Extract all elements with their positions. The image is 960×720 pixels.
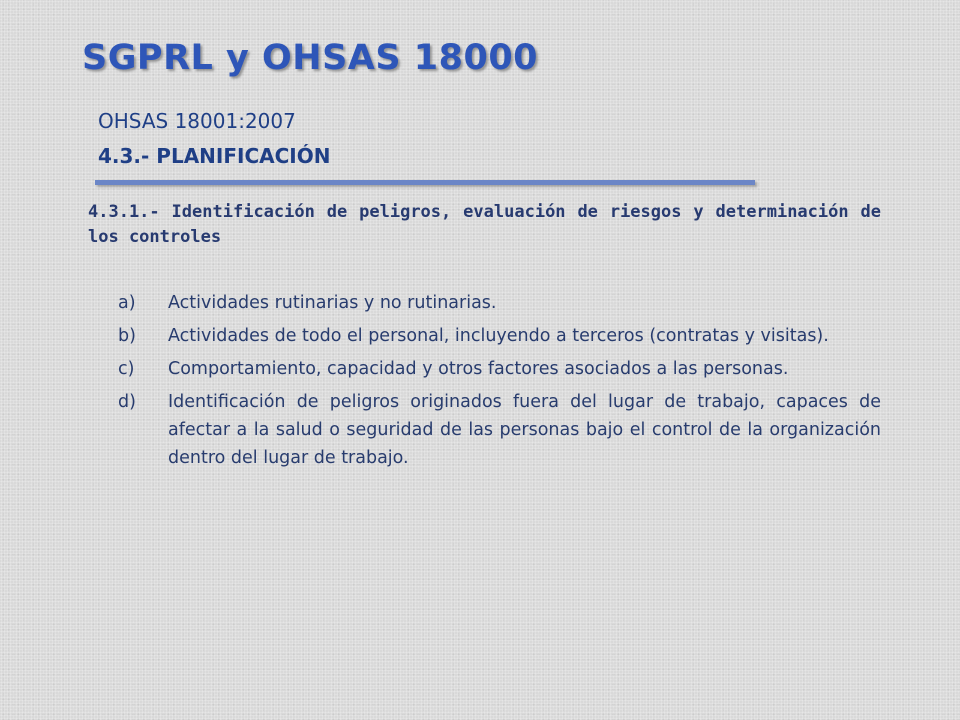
item-text: Actividades de todo el personal, incluyendo a terceros (contratas y visitas).: [168, 326, 829, 346]
item-text: Comportamiento, capacidad y otros factores asociados a las personas.: [168, 359, 789, 379]
standard-subtitle: OHSAS 18001:2007: [98, 109, 296, 133]
item-label: c): [118, 359, 135, 379]
list-item: [118, 289, 881, 317]
slide-title: SGPRL y OHSAS 18000: [82, 38, 539, 78]
section-heading: 4.3.- PLANIFICACIÓN: [98, 144, 331, 168]
item-text: Actividades rutinarias y no rutinarias.: [168, 293, 497, 313]
subsection-heading: 4.3.1.- Identificación de peligros, evaluación de riesgos y determinación de los controles: [88, 202, 881, 247]
item-label: a): [118, 293, 136, 313]
list-item: [118, 355, 881, 383]
divider-rule: [95, 180, 755, 185]
item-text: Identificación de peligros originados fuera del lugar de trabajo, capaces de afectar a la salud o seguridad de las personas bajo el control de la organización dentro del lugar de trabajo.: [168, 392, 881, 468]
list-item: [118, 322, 881, 350]
item-list: [118, 289, 881, 477]
item-label: b): [118, 326, 136, 346]
list-item: [118, 388, 881, 472]
item-label: d): [118, 392, 136, 412]
